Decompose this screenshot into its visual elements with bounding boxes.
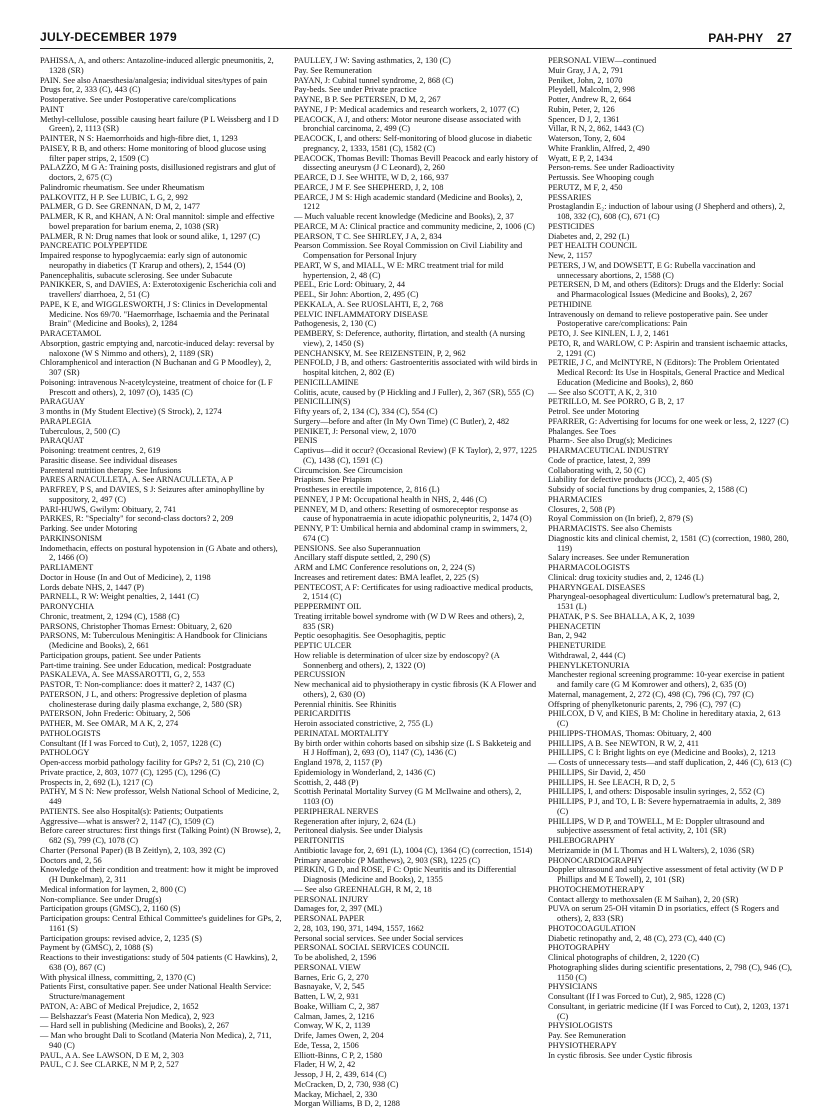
index-entry: Closures, 2, 508 (P) [548,504,615,514]
index-entry: — Man who brought Dali to Scotland (Materia Non Medica), 2, 711, 940 (C) [40,1031,272,1050]
index-entry: Chronic, treatment, 2, 1294 (C), 1588 (C) [40,611,180,621]
index-entry: PEARCE, D J. See WHITE, W D, 2, 166, 937 [294,173,449,182]
index-entry: PHARYNGEAL DISEASES [548,582,646,592]
index-entry: Royal Commission on (In brief), 2, 879 (S) [548,514,693,524]
index-entry: PHENACETIN [548,621,601,631]
index-entry: PENCHANSKY, M. See REIZENSTEIN, P, 2, 962 [294,348,466,358]
index-entry: PANCREATIC POLYPEPTIDE [40,241,148,251]
index-entry: Part-time training. See under Education, medical: Postgraduate [40,660,252,670]
index-entry: Clinical photographs of children, 2, 1220 (C) [548,953,700,962]
index-entry: PET HEALTH COUNCIL [548,241,637,251]
index-entry: Participation groups: Central Ethical Committee's guidelines for GPs, 2, 1161 (S) [40,914,282,933]
index-entry: PHENYLKETONURIA [548,660,630,670]
index-entry: Offspring of phenylketonuric parents, 2, 796 (C), 797 (C) [548,699,741,709]
index-entry: PENNEY, J P M: Occupational health in NHS, 2, 446 (C) [294,494,487,504]
index-entry: Drugs for, 2, 333 (C), 443 (C) [40,85,141,95]
index-entry: Antibiotic lavage for, 2, 691 (L), 1004 (C), 1364 (C) (correction, 1514) [294,845,533,855]
index-entry: Maternal, management, 2, 272 (C), 498 (C), 796 (C), 797 (C) [548,689,754,699]
index-entry: — Much valuable recent knowledge (Medicine and Books), 2, 37 [294,212,514,221]
index-entry: Scottish, 2, 448 (P) [294,777,359,787]
index-entry: PHARMACEUTICAL INDUSTRY [548,446,669,455]
index-entry: PHOTOCHEMOTHERAPY [548,884,645,894]
index-entry: PENNY, P T: Umbilical hernia and abdominal cramp in swimmers, 2, 674 (C) [294,524,528,543]
index-entry: Treating irritable bowel syndrome with (W D W Rees and others), 2, 835 (SR) [294,611,525,631]
index-entry: PETHIDINE [548,299,592,309]
index-entry: PERCUSSION [294,670,346,680]
index-entry: PARKES, R: "Specialty" for second-class doctors? 2, 209 [40,514,234,524]
index-entry: PETO, J. See KINLEN, L J, 2, 1461 [548,329,670,338]
index-entry: PAINTER, N S: Haemorrhoids and high-fibre diet, 1, 1293 [40,134,238,143]
index-entry: Increases and retirement dates: BMA leaflet, 2, 225 (S) [294,572,479,582]
index-entry: Priapism. See Priapism [294,475,372,485]
index-entry: Pleydell, Malcolm, 2, 998 [548,85,635,95]
index-entry: Knowledge of their condition and treatment: how it might be improved (H Dunkelman), 2, 311 [40,865,279,884]
index-entry: Non-compliance. See under Drug(s) [40,894,162,904]
index-entry: Reactions to their investigations: study of 504 patients (C Hawkins), 2, 638 (O), 867 (C) [40,953,278,972]
index-entry: PERSONAL SOCIAL SERVICES COUNCIL [294,943,450,953]
index-entry: Flader, H W, 2, 42 [294,1060,356,1070]
index-entry: Barnes, Eric G, 2, 270 [294,972,369,982]
index-entry: Basnayake, V, 2, 545 [294,982,365,992]
index-entry: PHILLIPS, A B. See NEWTON, R W, 2, 411 [548,738,699,748]
index-entry: PHILLIPS, P J, and TO, L B: Severe hypernatraemia in adults, 2, 389 (C) [548,797,781,816]
index-entry: PERSONAL PAPER [294,914,365,923]
index-entry: Open-access morbid pathology facility for GPs? 2, 51 (C), 210 (C) [40,758,264,767]
index-entry: PAYNE, J P: Medical academics and research workers, 2, 1077 (C) [294,104,520,114]
index-entry: Batten, L W, 2, 931 [294,992,360,1001]
index-entry: Contact allergy to methoxsalen (E M Saihan), 2, 20 (SR) [548,894,739,904]
index-entry: PAIN. See also Anaesthesia/analgesia; individual sites/types of pain [40,75,268,85]
index-entry: PEEL, Eric Lord: Obituary, 2, 44 [294,280,406,290]
index-entry: Ban, 2, 942 [548,631,587,641]
index-entry: Pay. See Remuneration [294,65,372,75]
index-column-3 [548,56,792,1060]
index-entry: PARKINSONISM [40,533,103,543]
index-entry: PALMER, K R, and KHAN, A N: Oral mannitol: simple and effective bowel preparation for barium enema, 2, 1038 (SR) [40,212,275,231]
index-entry: Primary anaerobic (P Matthews), 2, 903 (SR), 1225 (C) [294,855,480,865]
index-entry: — Belshazzar's Feast (Materia Non Medica), 2, 923 [40,1011,215,1021]
index-entry: By birth order within cohorts based on sibship size (L S Bakketeig and H J Hoffman), 2, 693 (O), 1147 (C), 1436 (C) [294,738,531,758]
index-entry: PHILLIPS, I, and others: Disposable insulin syringes, 2, 552 (C) [548,787,765,797]
index-entry: PARONYCHIA [40,602,95,611]
index-entry: Absorption, gastric emptying and, narcotic-induced delay: reversal by naloxone (W S Nimmo and others), 2, 1189 (SR) [40,338,275,358]
index-entry: PALKOVITZ, H P. See LUBIC, L G, 2, 992 [40,192,189,202]
index-entry: Participation groups, patient. See under Patients [40,650,201,660]
index-entry: PALMER, R N: Drug names that look or sound alike, 1, 1297 (C) [40,231,260,241]
index-entry: PASTOR, T: Non-compliance: does it matter? 2, 1437 (C) [40,680,235,689]
index-entry: Metrizamide in (M L Thomas and H L Walters), 2, 1036 (SR) [548,845,755,855]
index-entry: PHARMACOLOGISTS [548,563,630,572]
index-entry: PHONOCARDIOGRAPHY [548,855,644,865]
index-entry: Medical information for laymen, 2, 800 (C) [40,884,187,894]
index-entry: Pay-beds. See under Private practice [294,85,417,95]
index-entry: Phalanges. See Toes [548,426,616,436]
index-entry: PUVA on serum 25-OH vitamin D in psoriatics, effect (S Rogers and others), 2, 833 (SR) [548,904,779,923]
page-number: 27 [776,30,792,45]
index-entry: Pay. See Remuneration [548,1031,626,1040]
index-entry: ARM and LMC Conference resolutions on, 2, 224 (S) [294,563,475,572]
index-entry: PENICILLAMINE [294,377,359,387]
index-entry: 2, 28, 103, 190, 371, 1494, 1557, 1662 [294,923,424,933]
index-entry: Payment by (GMSC), 2, 1088 (S) [40,943,153,953]
index-entry: PARFREY, P S, and DAVIES, S J: Seizures after aminophylline by suppository, 2, 497 (C) [40,485,265,504]
index-entry: PESTICIDES [548,221,595,231]
index-entry: Regeneration after injury, 2, 624 (L) [294,816,416,826]
index-entry: Collaborating with, 2, 50 (C) [548,465,646,475]
index-entry: Doctors and, 2, 56 [40,855,102,865]
index-entry: PFARRER, G: Advertising for locums for one week or less, 2, 1227 (C) [548,416,789,426]
index-entry: Postoperative. See under Postoperative care/complications [40,95,237,104]
index-entry: Consultant, in geriatric medicine (If I was Forced to Cut), 2, 1203, 1371 (C) [548,1001,790,1021]
index-entry: PAHISSA, A, and others: Antazoline-induced allergic pneumonitis, 2, 1328 (SR) [40,56,274,75]
index-entry: Pertussis. See Whooping cough [548,173,654,182]
index-entry: Pharm-. See also Drug(s); Medicines [548,436,672,446]
index-entry: PATON, A: ABC of Medical Prejudice, 2, 1652 [40,1001,199,1011]
index-entry: PARSONS, Christopher Thomas Ernest: Obituary, 2, 620 [40,621,232,631]
index-entry: PARAQUAT [40,436,84,446]
index-entry: Morgan Williams, B D, 2, 1288 [294,1099,400,1109]
index-entry: PARACETAMOL [40,329,102,338]
index-entry: PHATAK, P S. See BHALLA, A K, 2, 1039 [548,611,695,621]
index-entry: Fifty years of, 2, 134 (C), 334 (C), 554 (C) [294,407,438,416]
index-entry: PEACOCK, Thomas Bevill: Thomas Bevill Peacock and early history of dissecting aneurysm (J C Leonard), 2, 260 [294,153,538,173]
index-entry: PERICARDITIS [294,709,351,719]
index-entry: Colitis, acute, caused by (P Hickling and J Fuller), 2, 367 (SR), 555 (C) [294,387,534,397]
index-entry: McCracken, D, 2, 730, 938 (C) [294,1079,399,1089]
index-entry: Doppler ultrasound and subjective assessment of fetal activity (W D P Phillips and M E Towell), 2, 101 (SR) [548,865,783,884]
index-entry: White Franklin, Alfred, 2, 490 [548,143,650,153]
index-entry: New mechanical aid to physiotherapy in cystic fibrosis (K A Flower and others), 2, 630 (O) [294,680,537,699]
index-entry: Parasitic disease. See individual diseases [40,455,177,465]
index-entry: Pearson Commission. See Royal Commission on Civil Liability and Compensation for Personal Injury [294,241,523,260]
index-entry: Wyatt, E P, 2, 1434 [548,153,613,163]
index-entry: PHLEBOGRAPHY [548,836,616,845]
index-entry: Palindromic rheumatism. See under Rheumatism [40,182,205,192]
index-entry: PAYNE, B P. See PETERSEN, D M, 2, 267 [294,95,441,104]
index-entry: PHARMACISTS. See also Chemists [548,524,672,533]
index-entry: PEARCE, M A: Clinical practice and community medicine, 2, 1006 (C) [294,221,535,231]
index-entry: PERSONAL INJURY [294,894,369,904]
index-entry: Poisoning: intravenous N-acetylcysteine, treatment of choice for (L F Prescott and others), 2, 1097 (O), 1435 (C) [40,377,273,397]
index-entry: PENICILLIN(S) [294,397,351,407]
index-entry: PEKKALA, A. See RUOSLAHTI, E, 2, 768 [294,299,444,309]
header-right [708,30,792,45]
index-entry: Salary increases. See under Remuneration [548,553,690,563]
index-entry: Spencer, D J, 2, 1361 [548,114,620,124]
index-entry: Jessop, J H, 2, 439, 614 (C) [294,1070,387,1079]
index-entry: In cystic fibrosis. See under Cystic fibrosis [548,1050,692,1060]
index-entry: Damages for, 2, 397 (ML) [294,904,383,914]
index-entry: Code of practice, latest, 2, 399 [548,455,651,465]
index-entry: Tuberculous, 2, 500 (C) [40,426,120,436]
index-entry: PERINATAL MORTALITY [294,728,389,738]
index-entry: PANIKKER, S, and DAVIES, A: Exterotoxigenic Escherichia coli and travellers' diarrhoea, 2, 51 (C) [40,280,277,299]
index-entry: Drife, James Owen, 2, 204 [294,1031,384,1040]
index-entry: PARNELL, R W: Weight penalties, 2, 1441 (C) [40,592,199,602]
index-entry: PENNEY, M D, and others: Resetting of osmoreceptor response as cause of hyponatraemia in acute idiopathic polyneuritis, 2, 1474 (O) [294,504,532,524]
index-entry: PHILLIPS, H. See LEACH, R D, 2, 5 [548,777,676,787]
index-entry: Before career structures: first things first (Talking Point) (N Browse), 2, 682 (S), 799 (C), 1078 (C) [40,826,281,845]
header-rule [40,48,792,49]
index-entry: Diabetes and, 2, 292 (L) [548,231,630,241]
index-entry: Poisoning: treatment centres, 2, 619 [40,446,161,455]
index-entry: PENTECOST, A F: Certificates for using radioactive medical products, 2, 1514 (C) [294,582,533,602]
index-entry: — Hard sell in publishing (Medicine and Books), 2, 267 [40,1021,230,1031]
index-entry: PALAZZO, M G A: Training posts, disillusioned registrars and glut of doctors, 2, 675 (C) [40,163,276,182]
index-entry: 3 months in (My Student Elective) (S Strock), 2, 1274 [40,407,222,416]
index-entry: PETO, R, and WARLOW, C P: Aspirin and transient ischaemic attacks, 2, 1291 (C) [548,338,788,358]
index-entry: PHILIPPS-THOMAS, Thomas: Obituary, 2, 400 [548,728,712,738]
index-entry: Charter (Personal Paper) (B B Zeitlyn), 2, 103, 392 (C) [40,845,226,855]
index-entry: Aggressive—what is answer? 2, 1147 (C), 1509 (C) [40,816,214,826]
index-entry: Consultant (If I was Forced to Cut), 2, 985, 1228 (C) [548,992,726,1001]
index-entry: PATHOLOGY [40,748,90,758]
index-entry: PARES ARNACULLETA, A. See ARNACULLETA, A P [40,475,234,485]
index-entry: Heroin associated constrictive, 2, 755 (L) [294,719,433,728]
index-entry: PAINT [40,104,64,114]
index-entry: PEEL, Sir John: Abortion, 2, 495 (C) [294,290,419,299]
index-entry: PAUL, A A. See LAWSON, D E M, 2, 303 [40,1050,184,1060]
index-entry: Diabetic retinopathy and, 2, 48 (C), 273 (C), 440 (C) [548,933,725,943]
index-entry: Photographing slides during scientific presentations, 2, 798 (C), 946 (C), 1150 (C) [548,962,793,982]
header-range: PAH-PHY [708,31,764,45]
index-entry: Peniket, John, 2, 1070 [548,75,623,85]
index-entry: Boake, William C, 2, 387 [294,1001,380,1011]
index-entry: Epidemiology in Wonderland, 2, 1436 (C) [294,767,436,777]
index-entry: Calman, James, 2, 1216 [294,1011,375,1021]
index-entry: PATHY, M S N: New professor, Welsh National School of Medicine, 2, 449 [40,787,280,806]
index-entry: Withdrawal, 2, 444 (C) [548,650,626,660]
index-entry: Perennial rhinitis. See Rhinitis [294,699,397,709]
index-entry: PHYSIOTHERAPY [548,1040,617,1050]
index-entry: PATERSON, John Frederic: Obituary, 2, 506 [40,709,191,719]
index-entry: PHOTOCOAGULATION [548,923,636,933]
index-entry: Ancillary staff dispute settled, 2, 290 (S) [294,553,431,563]
index-entry: New, 2, 1157 [548,251,593,260]
index-entry: Petrol. See under Motoring [548,407,640,416]
index-entry: PATIENTS. See also Hospital(s): Patients; Outpatients [40,806,223,816]
index-entry: Diagnostic kits and clinical chemist, 2, 1581 (C) (correction, 1980, 280, 119) [548,533,789,553]
index-column-1 [40,56,284,1070]
index-entry: Prostheses in erectile impotence, 2, 816 (L) [294,485,440,494]
index-entry: Rubin, Peter, 2, 126 [548,104,615,114]
index-entry: PETRILLO, M. See PORRO, G B, 2, 17 [548,397,685,407]
index-entry: PERUTZ, M F, 2, 450 [548,182,623,192]
index-entry: Circumcision. See Circumcision [294,465,403,475]
index-entry: — Costs of unnecessary tests—and staff duplication, 2, 446 (C), 613 (C) [548,758,792,767]
index-entry: Prospects in, 2, 692 (L), 1217 (C) [40,777,153,787]
index-entry: Parking. See under Motoring [40,524,138,533]
index-entry: PAPE, K E, and WIGGLESWORTH, J S: Clinics in Developmental Medicine. Nos 69/70. "Haemorrhage, Ischaemia and the Perinatal Brain" (Medicine and Books), 2, 1284 [40,299,270,329]
index-entry: PATHER, M. See OMAR, M A K, 2, 274 [40,719,179,728]
index-entry: Panencephalitis, subacute sclerosing. See under Subacute [40,270,233,280]
index-entry: PARI-HUWS, Gwilym: Obituary, 2, 741 [40,504,177,514]
index-entry: How reliable is determination of ulcer size by endoscopy? (A Sonnenberg and others), 2, 1322 (O) [294,650,500,670]
index-entry: Waterson, Tony, 2, 604 [548,134,626,143]
index-entry: Private practice, 2, 803, 1077 (C), 1295 (C), 1296 (C) [40,767,221,777]
index-entry: PASKALEVA, A. See MASSAROTTI, G, 2, 553 [40,670,205,680]
index-entry: Participation groups: revised advice, 2, 1235 (S) [40,933,202,943]
index-entry: PERITONITIS [294,836,345,845]
index-entry: PEARCE, J M F. See SHEPHERD, J, 2, 108 [294,182,444,192]
index-entry: Pathogenesis, 2, 130 (C) [294,319,377,329]
index-entry: PENSIONS. See also Superannuation [294,543,421,553]
index-entry: PEACOCK, A J, and others: Motor neurone disease associated with bronchial carcinoma, 2, 499 (C) [294,114,521,134]
index-entry: Peptic oesophagitis. See Oesophagitis, peptic [294,631,446,641]
index-entry: PARAGUAY [40,397,85,407]
index-entry: PHYSIOLOGISTS [548,1021,613,1031]
index-entry: PARAPLEGIA [40,416,92,426]
index-entry: PEART, W S, and MIALL, W E: MRC treatment trial for mild hypertension, 2, 48 (C) [294,260,504,280]
index-entry: Lords debate NHS, 2, 1447 (P) [40,582,144,592]
page-header [40,30,792,50]
index-entry: Personal social services. See under Social services [294,933,464,943]
index-entry: Chloramphenicol and interaction (N Buchanan and G P Moodley), 2, 307 (SR) [40,358,272,377]
index-entry: Methyl-cellulose, possible causing heart failure (P L Weissberg and I D Green), 2, 1113 (SR) [40,114,279,134]
index-entry: PENFOLD, J B, and others: Gastroenteritis associated with wild birds in hospital kitchen, 2, 802 (E) [294,358,538,377]
header-dates: JULY-DECEMBER 1979 [40,30,178,44]
index-entry: Prostaglandin E₂: induction of labour using (J Shepherd and others), 2, 108, 332 (C), 608 (C), 671 (C) [548,202,785,221]
index-entry: PHILLIPS, Sir David, 2, 450 [548,767,646,777]
index-entry: Mackay, Michael, 2, 330 [294,1089,378,1099]
index-entry: — See also SCOTT, A K, 2, 310 [548,387,657,397]
index-entry: PERIPHERAL NERVES [294,806,379,816]
index-entry: Elliott-Binns, C P, 2, 1580 [294,1050,383,1060]
index-entry: PESSARIES [548,192,592,202]
index-entry: Ede, Tessa, 2, 1506 [294,1040,359,1050]
index-entry: PAUL, C J. See CLARKE, N M P, 2, 527 [40,1060,179,1070]
index-entry: Liability for defective products (JCC), 2, 405 (S) [548,475,712,485]
index-entry: PHYSICIANS [548,982,598,992]
index-entry: PEARCE, J M S: High academic standard (Medicine and Books), 2, 1212 [294,192,523,212]
index-entry: PERSONAL VIEW—continued [548,56,657,65]
index-entry: Scottish Perinatal Mortality Survey (G M McIlwaine and others), 2, 1103 (O) [294,787,522,806]
index-entry: PALMER, G D. See GRENNAN, D M, 2, 1477 [40,202,200,212]
index-entry: Surgery—before and after (In My Own Time) (C Butler), 2, 482 [294,416,510,426]
index-column-2 [294,56,538,1109]
index-entry: PERKIN, G D, and ROSE, F C: Optic Neuritis and its Differential Diagnosis (Medicine and Books), 2, 1355 [294,865,517,884]
index-entry: Doctor in House (In and Out of Medicine), 2, 1198 [40,572,211,582]
index-entry: PHENETURIDE [548,641,606,650]
index-entry: PETERS, J W, and DOWSETT, E G: Rubella vaccination and unnecessary abortions, 2, 1588 (C) [548,260,756,280]
index-entry: Patients First, consultative paper. See under National Health Service: Structure/management [40,982,272,1001]
index-entry: PHILLIPS, W D P, and TOWELL, M E: Doppler ultrasound and subjective assessment of fetal activity, 2, 101 (SR) [548,816,765,836]
index-entry: Indomethacin, effects on postural hypotension in (G Abate and others), 2, 1466 (O) [40,543,278,563]
index-entry: Muir Gray, J A, 2, 791 [548,65,624,75]
index-entry: PATHOLOGISTS [40,728,101,738]
index-entry: PARSONS, M: Tuberculous Meningitis: A Handbook for Clinicians (Medicine and Books), 2, 661 [40,631,268,650]
index-entry: With physical illness, committing, 2, 1370 (C) [40,972,196,982]
index-entry: To be abolished, 2, 1596 [294,953,377,962]
index-entry: PEPTIC ULCER [294,641,352,650]
index-entry: PENIS [294,436,318,446]
index-entry: Pharyngeal-oesophageal diverticulum: Ludlow's preternatural bag, 2, 1531 (L) [548,592,780,611]
index-entry: Person-rems. See under Radioactivity [548,163,675,173]
index-entry: Villar, R N, 2, 862, 1443 (C) [548,124,644,134]
index-entry: PETRIE, J C, and McINTYRE, N (Editors): The Problem Orientated Medical Record: Its Use in Hospitals, General Practice and Medical Education (Medicine and Books), 2, 860 [548,358,785,387]
index-entry: PATERSON, J L, and others: Progressive depletion of plasma cholinesterase during daily plasma exchange, 2, 580 (SR) [40,689,247,709]
index-entry: PARLIAMENT [40,563,94,572]
index-entry: Captivus—did it occur? (Occasional Review) (F K Taylor), 2, 977, 1225 (C), 1438 (C), 1591 (C) [294,446,537,465]
index-entry: PETERSEN, D M, and others (Editors): Drugs and the Elderly: Social and Pharmacological Issues (Medicine and Books), 2, 267 [548,280,784,299]
index-entry: Subsidy of social functions by drug companies, 2, 1588 (C) [548,485,748,494]
index-entry: PHILCOX, D V, and KIES, B M: Choline in hereditary ataxia, 2, 613 (C) [548,709,781,728]
index-entry: PAISEY, R B, and others: Home monitoring of blood glucose using filter paper strips, 2, 1509 (C) [40,143,267,163]
index-entry: PEARSON, T C. See SHIRLEY, J A, 2, 834 [294,231,442,241]
index-entry: PELVIC INFLAMMATORY DISEASE [294,309,428,319]
index-entry: PHOTOGRAPHY [548,943,611,953]
index-entry: PEPPERMINT OIL [294,602,362,611]
index-entry: Clinical: drug toxicity studies and, 2, 1246 (L) [548,572,704,582]
index-entry: PERSONAL VIEW [294,962,361,972]
index-entry: Participation groups (GMSC), 2, 1160 (S) [40,904,181,914]
index-entry: England 1978, 2, 1157 (P) [294,758,383,767]
index-entry: PHARMACIES [548,494,602,504]
index-entry: Parenteral nutrition therapy. See Infusions [40,465,182,475]
index-entry: PEMBERY, S: Deference, authority, flirtation, and stealth (A nursing view), 2, 1450 (S) [294,329,525,348]
index-entry: Potter, Andrew R, 2, 664 [548,95,632,104]
index-entry: Consultant (If I was Forced to Cut), 2, 1057, 1228 (C) [40,738,222,748]
index-entry: PHILLIPS, C I: Bright lights on eye (Medicine and Books), 2, 1213 [548,748,776,758]
index-entry: PENIKET, J: Personal view, 2, 1070 [294,426,417,436]
index-entry: PEACOCK, I, and others: Self-monitoring of blood glucose in diabetic pregnancy, 2, 1333, 1581 (C), 1582 (C) [294,134,532,153]
index-entry: — See also GREENHALGH, R M, 2, 18 [294,884,432,894]
index-entry: Impaired response to hypoglycaemia: early sign of autonomic neuropathy in diabetics (T Krarup and others), 2, 1544 (O) [40,251,248,270]
index-entry: Peritoneal dialysis. See under Dialysis [294,826,423,836]
index-entry: Conway, W K, 2, 1139 [294,1021,371,1031]
index-entry: Manchester regional screening programme: 10-year exercise in patient and family care (G M Komrower and others), 2, 635 (O) [548,670,785,689]
index-entry: PAYAN, J: Cubital tunnel syndrome, 2, 868 (C) [294,75,454,85]
index-entry: PAULLEY, J W: Saving asthmatics, 2, 130 (C) [294,56,451,65]
index-entry: Intravenously on demand to relieve postoperative pain. See under Postoperative care/complications: Pain [548,309,768,329]
